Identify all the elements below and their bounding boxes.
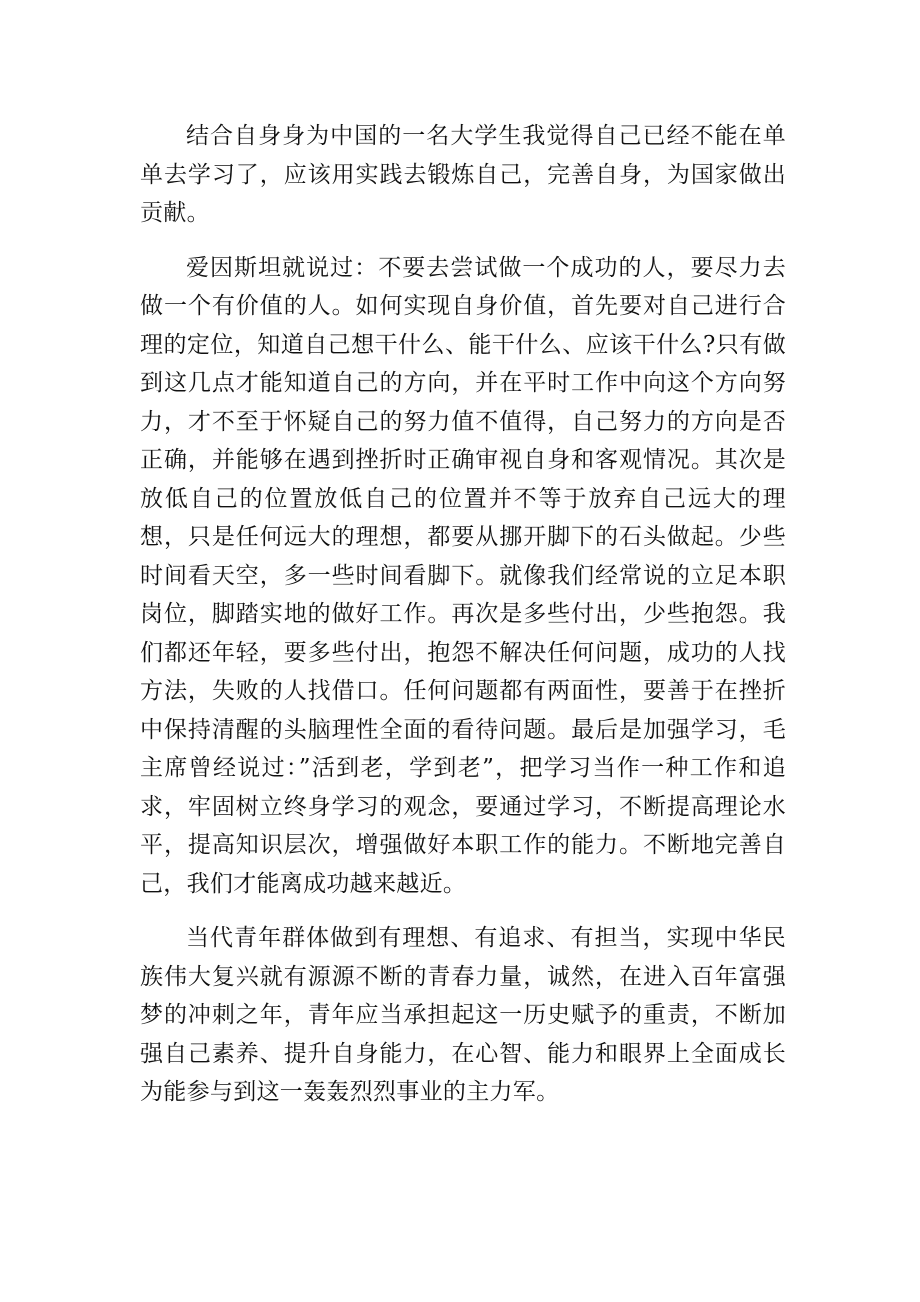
paragraph-1: 结合自身身为中国的一名大学生我觉得自己已经不能在单单去学习了，应该用实践去锻炼自己，完善自身，为国家做出贡献。 xyxy=(140,123,786,226)
document-body xyxy=(140,117,786,1128)
paragraph-2: 爱因斯坦就说过：不要去尝试做一个成功的人，要尽力去做一个有价值的人。如何实现自身价值，首先要对自己进行合理的定位，知道自己想干什么、能干什么、应该干什么?只有做到这几点才能知道自己的方向，并在平时工作中向这个方向努力，才不至于怀疑自己的努力值不值得，自己努力的方向是否正确，并能够在遇到挫折时正确审视自身和客观情况。其次是放低自己的位置放低自己的位置并不等于放弃自己远大的理想，只是任何远大的理想，都要从挪开脚下的石头做起。少些时间看天空，多一些时间看脚下。就像我们经常说的立足本职岗位，脚踏实地的做好工作。再次是多些付出，少些抱怨。我们都还年轻，要多些付出，抱怨不解决任何问题，成功的人找方法，失败的人找借口。任何问题都有两面性，要善于在挫折中保持清醒的头脑理性全面的看待问题。最后是加强学习，毛主席曾经说过：”活到老，学到老”，把学习当作一种工作和追求，牢固树立终身学习的观念，要通过学习，不断提高理论水平，提高知识层次，增强做好本职工作的能力。不断地完善自己，我们才能离成功越来越近。 xyxy=(140,254,786,897)
paragraph-3: 当代青年群体做到有理想、有追求、有担当，实现中华民族伟大复兴就有源源不断的青春力量，诚然，在进入百年富强梦的冲刺之年，青年应当承担起这一历史赋予的重责，不断加强自己素养、提升自身能力，在心智、能力和眼界上全面成长为能参与到这一轰轰烈烈事业的主力军。 xyxy=(140,925,786,1105)
